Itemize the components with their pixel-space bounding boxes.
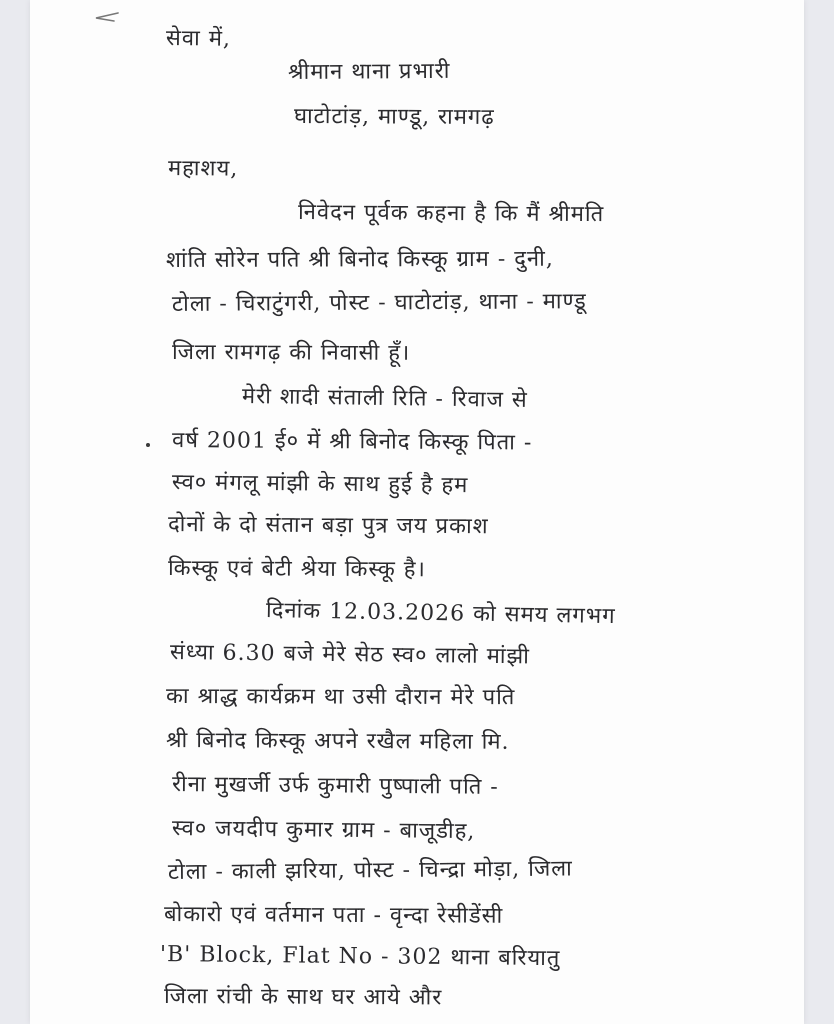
body-line: किस्कू एवं बेटी श्रेया किस्कू है। <box>167 556 426 583</box>
body-line: स्व० जयदीप कुमार ग्राम - बाजूडीह, <box>171 816 476 845</box>
pen-stroke-mark <box>94 12 120 22</box>
body-line: संध्या 6.30 बजे मेरे सेठ स्व० लालो मांझी <box>169 640 531 670</box>
body-line: दोनों के दो संतान बड़ा पुत्र जय प्रकाश <box>167 512 489 540</box>
margin-dot <box>146 443 150 447</box>
body-line: 'B' Block, Flat No - 302 थाना बरियातु <box>159 942 561 972</box>
body-line: श्री बिनोद किस्कू अपने रखैल महिला मि. <box>165 728 510 755</box>
body-line: वर्ष 2001 ई० में श्री बिनोद किस्कू पिता - <box>171 428 533 456</box>
body-line: का श्राद्ध कार्यक्रम था उसी दौरान मेरे पति <box>165 684 516 711</box>
body-line: रीना मुखर्जी उर्फ कुमारी पुष्पाली पति - <box>171 772 499 800</box>
body-line: जिला रामगढ़ की निवासी हूँ। <box>171 340 411 366</box>
body-line: मेरी शादी संताली रिति - रिवाज से <box>241 384 528 413</box>
salutation: महाशय, <box>167 156 239 182</box>
recipient-line-1: श्रीमान थाना प्रभारी <box>287 58 451 85</box>
body-line: बोकारो एवं वर्तमान पता - वृन्दा रेसीडेंसी <box>163 902 504 929</box>
body-line: टोला - चिराटुंगरी, पोस्ट - घाटोटांड़, थाना - माण्डू <box>171 289 587 317</box>
body-line: निवेदन पूर्वक कहना है कि मैं श्रीमति <box>297 200 605 228</box>
recipient-line-2: घाटोटांड़, माण्डू, रामगढ़ <box>293 104 495 131</box>
body-line: शांति सोरेन पति श्री बिनोद किस्कू ग्राम - दुनी, <box>165 246 554 273</box>
body-line: स्व० मंगलू मांझी के साथ हुई है हम <box>171 470 469 499</box>
salutation-to: सेवा में, <box>165 26 232 52</box>
body-line: दिनांक 12.03.2026 को समय लगभग <box>265 598 616 630</box>
body-line: टोला - काली झरिया, पोस्ट - चिन्द्रा मोड़ा, जिला <box>167 856 573 885</box>
body-line: जिला रांची के साथ घर आये और <box>163 984 443 1011</box>
